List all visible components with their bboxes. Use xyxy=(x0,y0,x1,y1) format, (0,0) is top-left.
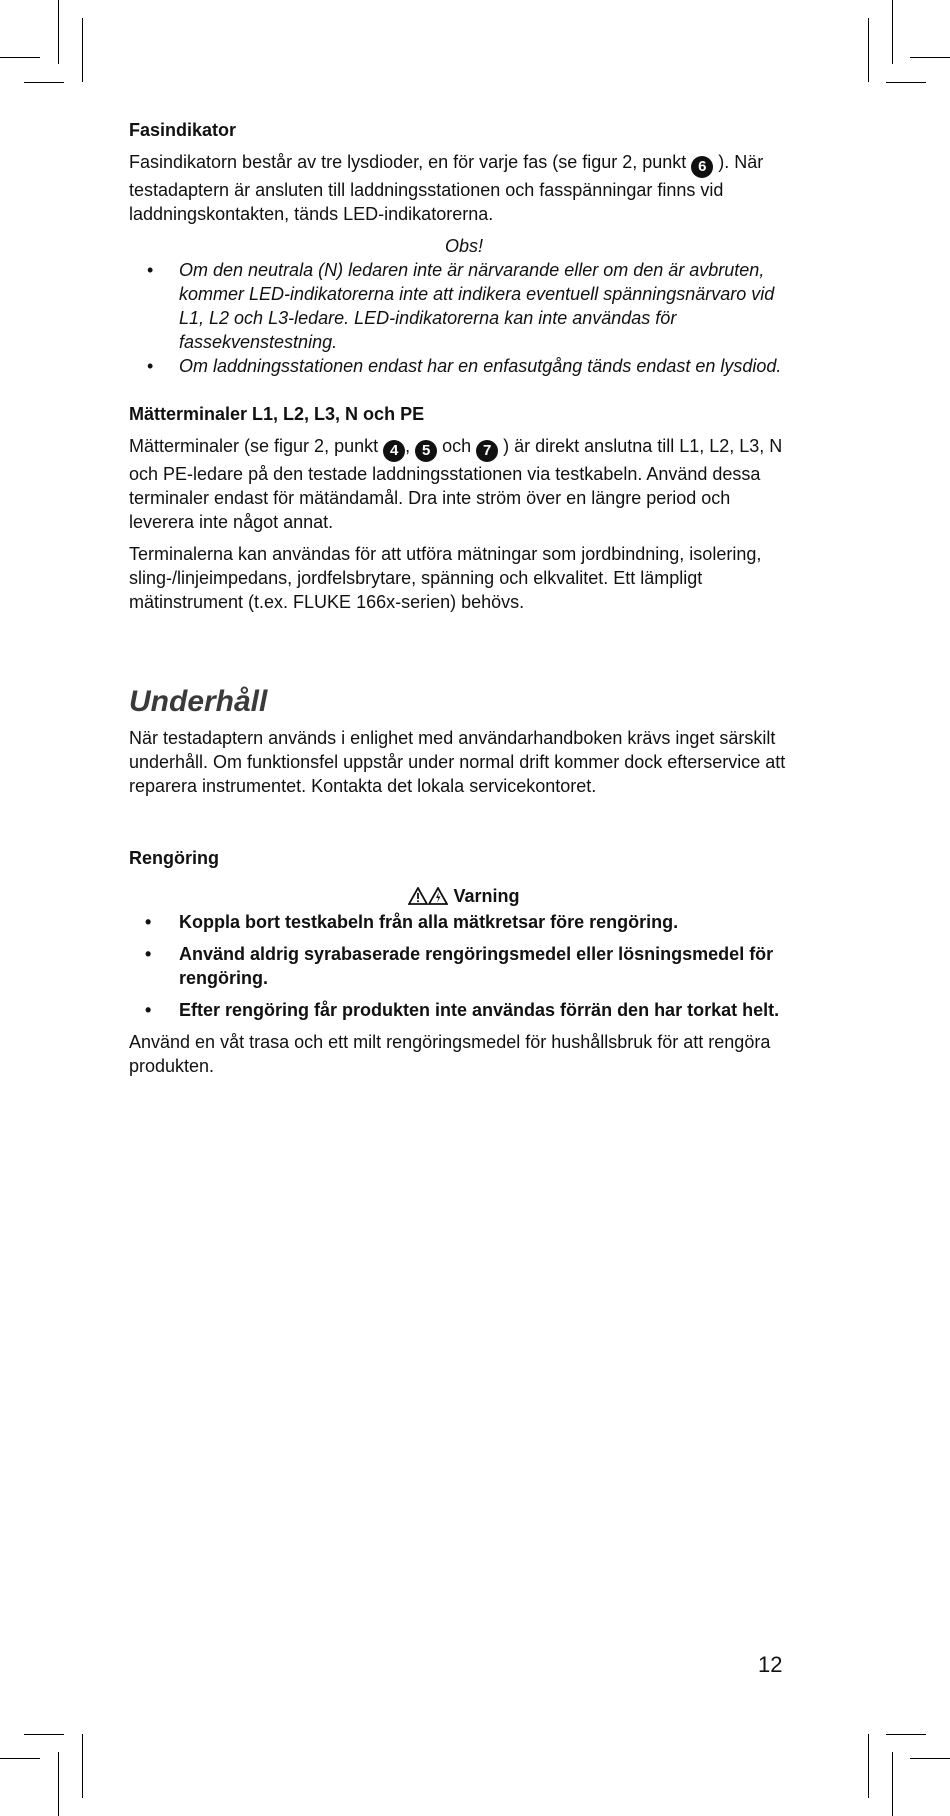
separator-text: och xyxy=(437,436,477,456)
matterminaler-paragraph-1 xyxy=(129,434,799,534)
page-content xyxy=(129,118,799,1078)
note-text: Om laddningsstationen endast har en enfasutgång tänds endast en lysdiod. xyxy=(179,356,782,376)
warning-label: Varning xyxy=(453,886,520,906)
warning-item xyxy=(129,998,799,1022)
note-text: Om den neutrala (N) ledaren inte är närvarande eller om den är avbruten, kommer LED-indikatorerna inte att indikera eventuell spänningsnärvaro vid L1, L2 och L3-ledare. LED-indikatorerna kan inte användas för fassekvenstestning. xyxy=(179,260,775,352)
warning-item xyxy=(129,942,799,990)
matterminaler-text-a: Mätterminaler (se figur 2, punkt xyxy=(129,436,384,456)
warning-text: Använd aldrig syrabaserade rengöringsmedel eller lösningsmedel för rengöring. xyxy=(179,944,774,988)
crop-mark xyxy=(892,0,893,64)
crop-mark xyxy=(58,0,59,64)
callout-number-5: 5 xyxy=(415,440,437,462)
crop-mark xyxy=(910,57,950,58)
crop-mark xyxy=(24,82,64,83)
callout-number-6: 6 xyxy=(691,156,713,178)
note-list xyxy=(129,258,799,378)
crop-mark xyxy=(868,18,869,82)
separator-text: , xyxy=(405,436,416,456)
callout-number-4: 4 xyxy=(383,440,405,462)
crop-mark xyxy=(886,82,926,83)
bullet: • xyxy=(145,912,152,932)
warning-title xyxy=(129,884,799,908)
fasindikator-paragraph xyxy=(129,150,799,226)
fasindikator-text-a: Fasindikatorn består av tre lysdioder, en för varje fas (se figur 2, punkt xyxy=(129,152,692,172)
section-heading-rengoring: Rengöring xyxy=(129,848,219,868)
note-title: Obs! xyxy=(444,236,483,256)
warning-list xyxy=(129,910,799,1022)
section-heading-matterminaler: Mätterminaler L1, L2, L3, N och PE xyxy=(129,404,425,424)
crop-mark xyxy=(0,57,40,58)
matterminaler-text-b: ) är direkt anslutna till L1, L2, L3, N och PE-ledare på den testade laddningsstationen via testkabeln. Använd dessa terminaler endast för mätändamål. Dra inte ström över en längre period och leverera inte något annat. xyxy=(129,436,783,532)
warning-text: Efter rengöring får produkten inte användas förrän den har torkat helt. xyxy=(179,1000,780,1020)
crop-mark xyxy=(58,1752,59,1816)
bullet: • xyxy=(147,260,154,280)
section-heading-fasindikator: Fasindikator xyxy=(129,120,237,140)
page-number: 12 xyxy=(758,1652,783,1677)
underhall-paragraph: När testadaptern används i enlighet med användarhandboken krävs inget särskilt underhåll. Om funktionsfel uppstår under normal drift kommer dock efterservice att reparera instrumentet. Kontakta det lokala servicekontoret. xyxy=(129,728,786,796)
note-item xyxy=(129,354,799,378)
crop-mark xyxy=(910,1758,950,1759)
note-item xyxy=(129,258,799,354)
crop-mark xyxy=(24,1734,64,1735)
fasindikator-text-b: ). När testadaptern är ansluten till laddningsstationen och fasspänningar finns vid laddningskontakten, tänds LED-indikatorerna. xyxy=(129,152,764,224)
bullet: • xyxy=(147,356,154,376)
warning-item xyxy=(129,910,799,934)
chapter-heading-underhall: Underhåll xyxy=(129,685,268,718)
bullet: • xyxy=(145,944,152,964)
warning-text: Koppla bort testkabeln från alla mätkretsar före rengöring. xyxy=(179,912,679,932)
crop-mark xyxy=(82,18,83,82)
electrical-hazard-icon xyxy=(428,887,448,905)
callout-number-7: 7 xyxy=(476,440,498,462)
crop-mark xyxy=(868,1734,869,1798)
crop-mark xyxy=(886,1734,926,1735)
rengoring-paragraph: Använd en våt trasa och ett milt rengöringsmedel för hushållsbruk för att rengöra produkten. xyxy=(129,1032,771,1076)
crop-mark xyxy=(82,1734,83,1798)
warning-triangle-icon xyxy=(408,887,428,905)
crop-mark xyxy=(892,1752,893,1816)
crop-mark xyxy=(0,1758,40,1759)
matterminaler-paragraph-2: Terminalerna kan användas för att utföra mätningar som jordbindning, isolering, sling-/linjeimpedans, jordfelsbrytare, spänning och elkvalitet. Ett lämpligt mätinstrument (t.ex. FLUKE 166x-serien) behövs. xyxy=(129,544,762,612)
bullet: • xyxy=(145,1000,152,1020)
